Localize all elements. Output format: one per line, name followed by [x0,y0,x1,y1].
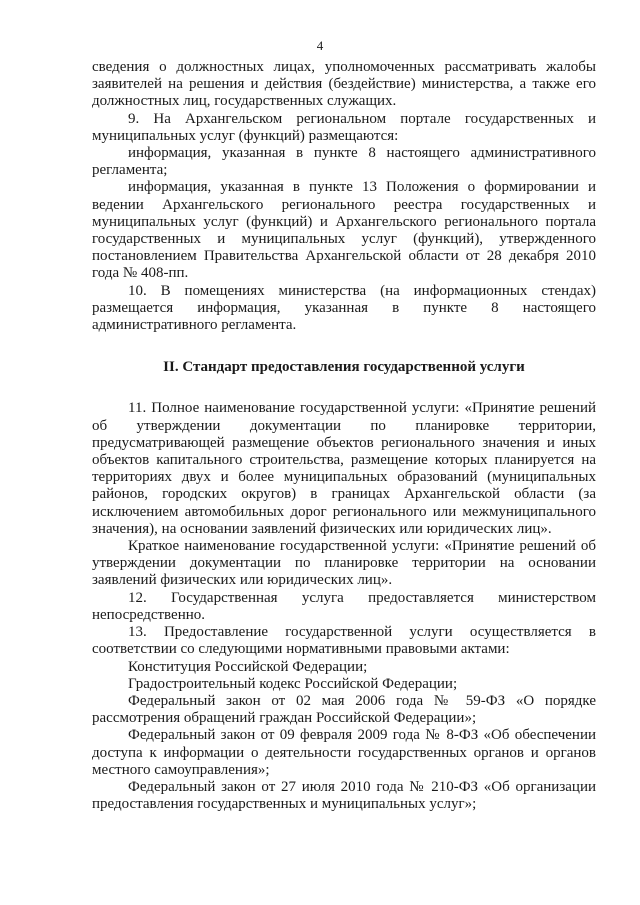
paragraph: Конституция Российской Федерации; [128,658,368,675]
paragraph: 11. Полное наименование государственной услуги: «Принятие решений об утверждении документации по планировке территории, предусматривающей размещение объектов регионального значения и иных объектов капитального строительства, размещение которых планируется на территориях двух и более муниципальных образований (муниципальных районов, городских округов) в границах Архангельской области (за исключением автомобильных дорог регионального или межмуниципального значения), на основании заявлений физических или юридических лиц». [92,400,596,537]
paragraph: сведения о должностных лицах, уполномоченных рассматривать жалобы заявителей на решения и действия (бездействие) министерства, а также его должностных лиц, государственных служащих. [92,59,596,110]
paragraph: Краткое наименование государственной услуги: «Принятие решений об утверждении документации по планировке территории на основании заявлений физических или юридических лиц». [92,538,596,589]
paragraph: 13. Предоставление государственной услуги осуществляется в соответствии со следующими нормативными правовыми актами: [92,624,596,658]
paragraph: Градостроительный кодекс Российской Федерации; [128,675,458,692]
document-body [92,59,596,813]
paragraph: информация, указанная в пункте 13 Положения о формировании и ведении Архангельского регионального реестра государственных и муниципальных услуг (функций) и Архангельского регионального портала государственных и муниципальных услуг (функций), утвержденного постановлением Правительства Архангельской области от 28 декабря 2010 года № 408-пп. [92,179,596,282]
paragraph: Федеральный закон от 09 февраля 2009 года № 8-ФЗ «Об обеспечении доступа к информации о деятельности государственных органов и органов местного самоуправления»; [92,727,596,778]
section-heading: II. Стандарт предоставления государственной услуги [163,359,525,376]
paragraph: 9. На Архангельском региональном портале государственных и муниципальных услуг (функций) размещаются: [92,110,596,144]
paragraph: 10. В помещениях министерства (на информационных стендах) размещается информация, указанная в пункте 8 настоящего административного регламента. [92,282,596,334]
paragraph: Федеральный закон от 27 июля 2010 года № 210-ФЗ «Об организации предоставления государственных и муниципальных услуг»; [92,778,596,813]
page-number: 4 [316,38,324,53]
paragraph: Федеральный закон от 02 мая 2006 года № 59-ФЗ «О порядке рассмотрения обращений граждан Российской Федерации»; [92,692,596,727]
paragraph: информация, указанная в пункте 8 настоящего административного регламента; [92,145,596,179]
paragraph: 12. Государственная услуга предоставляется министерством непосредственно. [92,589,596,623]
